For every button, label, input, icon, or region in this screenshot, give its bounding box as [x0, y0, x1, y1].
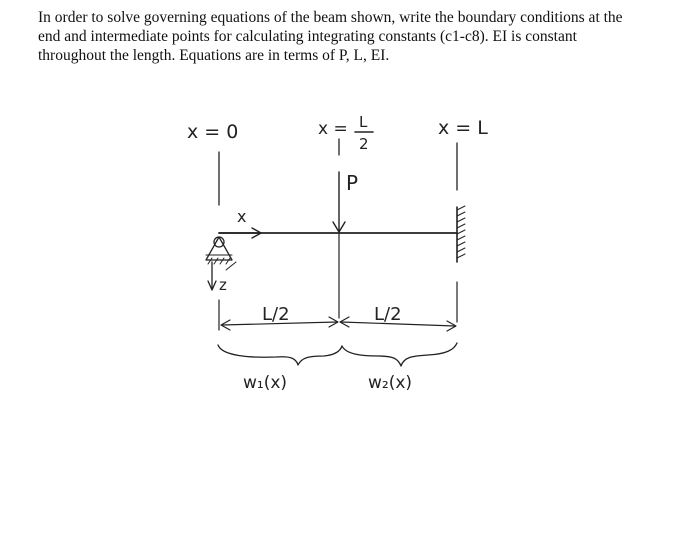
problem-line-2: end and intermediate points for calculating integrating constants (c1-c8). EI is constant: [38, 28, 577, 45]
left-brace: [218, 345, 342, 365]
label-x-mid-numerator: L: [359, 113, 368, 131]
fixed-support: [457, 206, 465, 262]
problem-line-1: In order to solve governing equations of the beam shown, write the boundary conditions at the: [38, 9, 623, 26]
z-axis-label: z: [219, 276, 227, 294]
label-x-mid-denominator: 2: [359, 135, 369, 153]
left-deflection-label: w₁(x): [243, 373, 288, 393]
right-deflection-label: w₂(x): [368, 373, 413, 393]
label-x-mid: x =: [318, 119, 348, 139]
label-x-zero: x = 0: [187, 121, 239, 143]
right-span-label: L/2: [374, 304, 402, 325]
pin-support: [206, 237, 236, 270]
x-axis-label: x: [237, 207, 247, 226]
label-x-L: x = L: [438, 117, 488, 139]
left-span-label: L/2: [262, 304, 290, 325]
load-label-P: P: [346, 171, 359, 195]
problem-line-3: throughout the length. Equations are in terms of P, L, EI.: [38, 47, 390, 64]
right-brace: [342, 343, 457, 366]
